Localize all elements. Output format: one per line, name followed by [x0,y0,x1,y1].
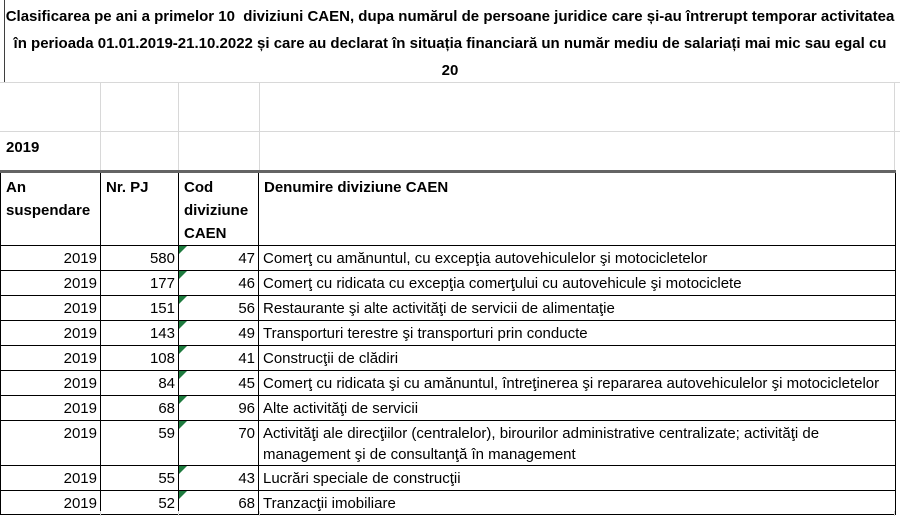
cell-nr-pj[interactable]: 52 [101,491,179,515]
error-indicator-triangle-icon [179,371,187,379]
gridline-horizontal [0,82,900,83]
gridline-vertical [259,511,260,516]
cod-value: 41 [238,350,255,367]
cell-denumire[interactable]: Comerţ cu ridicata şi cu amănuntul, întreţinerea şi repararea autovehiculelor şi motocicletelor [259,371,896,396]
cod-value: 45 [238,375,255,392]
cell-an[interactable]: 2019 [1,466,101,491]
column-header-denumire[interactable]: Denumire diviziune CAEN [259,172,896,246]
cell-an[interactable]: 2019 [1,321,101,346]
cell-nr-pj[interactable]: 55 [101,466,179,491]
table-row [1,246,896,271]
cell-nr-pj[interactable]: 84 [101,371,179,396]
cell-cod[interactable] [179,466,259,491]
caen-divisions-table [0,170,896,515]
cell-denumire[interactable]: Comerţ cu ridicata cu excepţia comerţului cu autovehicule şi motociclete [259,271,896,296]
year-section-label[interactable]: 2019 [6,139,40,156]
cell-cod[interactable] [179,271,259,296]
error-indicator-triangle-icon [179,421,187,429]
cell-an[interactable]: 2019 [1,421,101,466]
cell-nr-pj[interactable]: 108 [101,346,179,371]
error-indicator-triangle-icon [179,346,187,354]
table-header-row [1,172,896,246]
error-indicator-triangle-icon [179,246,187,254]
title-cell-left-border [4,0,5,82]
cell-an[interactable]: 2019 [1,246,101,271]
cell-denumire[interactable]: Alte activităţi de servicii [259,396,896,421]
cod-value: 96 [238,400,255,417]
gridline-horizontal [0,131,900,132]
cod-value: 70 [238,425,255,442]
cod-value: 49 [238,325,255,342]
cell-cod[interactable] [179,346,259,371]
cell-an[interactable]: 2019 [1,296,101,321]
cell-cod[interactable] [179,396,259,421]
cell-cod[interactable] [179,246,259,271]
error-indicator-triangle-icon [179,396,187,404]
error-indicator-triangle-icon [179,296,187,304]
gridline-vertical [894,511,895,516]
column-header-cod-diviziune[interactable]: Cod diviziune CAEN [179,172,259,246]
cell-nr-pj[interactable]: 151 [101,296,179,321]
cell-an[interactable]: 2019 [1,371,101,396]
cell-nr-pj[interactable]: 580 [101,246,179,271]
cell-an[interactable]: 2019 [1,396,101,421]
table-row [1,491,896,515]
cell-denumire[interactable]: Restaurante şi alte activităţi de servicii de alimentaţie [259,296,896,321]
gridline-vertical [100,511,101,516]
cod-value: 43 [238,470,255,487]
gridline-vertical [894,82,895,170]
error-indicator-triangle-icon [179,466,187,474]
cell-nr-pj[interactable]: 143 [101,321,179,346]
cell-cod[interactable] [179,421,259,466]
gridline-vertical [100,82,101,170]
table-row [1,396,896,421]
cell-cod[interactable] [179,296,259,321]
error-indicator-triangle-icon [179,271,187,279]
cell-cod[interactable] [179,491,259,515]
cell-an[interactable]: 2019 [1,491,101,515]
table-row [1,296,896,321]
cell-denumire[interactable]: Comerţ cu amănuntul, cu excepţia autovehiculelor şi motocicletelor [259,246,896,271]
cod-value: 68 [238,495,255,512]
cell-denumire[interactable]: Construcţii de clădiri [259,346,896,371]
table-row [1,271,896,296]
cod-value: 56 [238,300,255,317]
gridline-vertical [178,82,179,170]
gridline-vertical [259,82,260,170]
cod-value: 47 [238,250,255,267]
cell-an[interactable]: 2019 [1,271,101,296]
column-header-nr-pj[interactable]: Nr. PJ [101,172,179,246]
cell-an[interactable]: 2019 [1,346,101,371]
table-row [1,371,896,396]
cell-nr-pj[interactable]: 68 [101,396,179,421]
report-title-line-3: 20 [441,62,459,79]
table-row [1,321,896,346]
report-title-line-1: Clasificarea pe ani a primelor 10 diviziuni CAEN, dupa numărul de persoane juridice care și-au întrerupt temporar activitatea [5,8,895,25]
table-row [1,421,896,466]
table-row [1,346,896,371]
cell-nr-pj[interactable]: 59 [101,421,179,466]
report-title-line-2: în perioada 01.01.2019-21.10.2022 și care au declarat în situația financiară un număr mediu de salariați mai mic sau egal cu [13,35,887,52]
column-header-an-suspendare[interactable]: An suspendare [1,172,101,246]
error-indicator-triangle-icon [179,321,187,329]
cell-denumire[interactable]: Lucrări speciale de construcţii [259,466,896,491]
cell-denumire[interactable]: Activităţi ale direcţiilor (centralelor), birourilor administrative centralizate; activităţi de management şi de consultanţă în management [259,421,896,466]
gridline-vertical [178,511,179,516]
cell-cod[interactable] [179,371,259,396]
table-row [1,466,896,491]
cell-cod[interactable] [179,321,259,346]
cell-denumire[interactable]: Transporturi terestre şi transporturi prin conducte [259,321,896,346]
cell-denumire[interactable]: Tranzacţii imobiliare [259,491,896,515]
cod-value: 46 [238,275,255,292]
cell-nr-pj[interactable]: 177 [101,271,179,296]
error-indicator-triangle-icon [179,491,187,499]
report-title [0,0,900,84]
